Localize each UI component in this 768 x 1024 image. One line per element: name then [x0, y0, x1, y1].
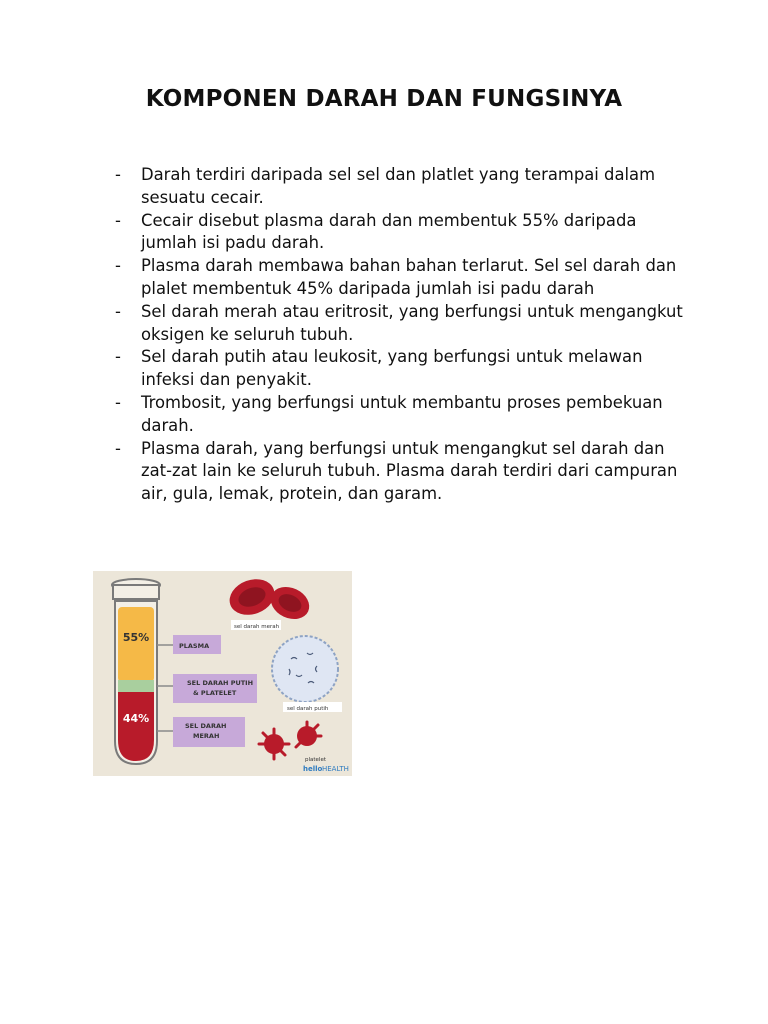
list-item: [113, 438, 693, 506]
buffy-coat-layer: [118, 680, 154, 692]
label-white-line1: SEL DARAH PUTIH: [187, 679, 254, 687]
page-title: KOMPONEN DARAH DAN FUNGSINYA: [145, 86, 623, 112]
plasma-percent: 55%: [122, 631, 150, 644]
label-red-line2: MERAH: [193, 732, 220, 740]
bullet-marker: -: [115, 301, 121, 321]
red-cells-percent: 44%: [122, 712, 150, 725]
list-item-text: Trombosit, yang berfungsi untuk membantu proses pembekuan darah.: [141, 392, 663, 435]
red-cell-layer: [118, 692, 154, 761]
label-white-cells-platelet: [173, 674, 257, 703]
label-plasma-text: PLASMA: [179, 642, 210, 650]
bullet-marker: -: [115, 438, 121, 458]
list-item-text: Plasma darah membawa bahan bahan terlarut. Sel sel darah dan plalet membentuk 45% daripada jumlah isi padu darah: [141, 256, 677, 298]
bullet-marker: -: [115, 392, 121, 412]
bullet-marker: -: [115, 210, 121, 230]
list-item-text: Cecair disebut plasma darah dan membentuk 55% daripada jumlah isi padu darah.: [141, 210, 637, 253]
brand-health: HEALTH: [322, 765, 349, 773]
caption-white-cell: sel darah putih: [287, 706, 329, 712]
hello-health-logo: [303, 765, 349, 773]
list-item: [113, 301, 693, 347]
label-red-line1: SEL DARAH: [185, 722, 227, 730]
list-item-text: Darah terdiri daripada sel sel dan platlet yang terampai dalam sesuatu cecair.: [141, 165, 656, 207]
caption-platelet: platelet: [305, 757, 326, 763]
label-red-cells: [173, 717, 245, 747]
list-item-text: Sel darah merah atau eritrosit, yang berfungsi untuk mengangkut oksigen ke seluruh tubuh.: [141, 301, 683, 344]
bullet-list: [113, 164, 693, 506]
list-item-text: Plasma darah, yang berfungsi untuk mengangkut sel darah dan zat-zat lain ke seluruh tubuh. Plasma darah terdiri dari campuran air, gula, lemak, protein, dan garam.: [141, 438, 678, 504]
list-item: [113, 392, 693, 438]
blood-components-infographic: [93, 571, 352, 776]
list-item: [113, 164, 693, 210]
bullet-marker: -: [115, 347, 121, 367]
list-item-text: Sel darah putih atau leukosit, yang berfungsi untuk melawan infeksi dan penyakit.: [141, 347, 643, 390]
list-item: [113, 210, 693, 256]
list-item: [113, 346, 693, 392]
plasma-layer: [118, 607, 154, 682]
caption-red-cells: sel darah merah: [234, 624, 280, 630]
label-white-line2: & PLATELET: [193, 689, 237, 697]
list-item: [113, 255, 693, 301]
bullet-marker: -: [115, 165, 121, 184]
test-tube: [112, 579, 160, 764]
infographic-svg: [93, 571, 352, 776]
bullet-marker: -: [115, 256, 121, 276]
brand-hello: hello: [303, 765, 323, 773]
label-plasma: [173, 635, 221, 654]
